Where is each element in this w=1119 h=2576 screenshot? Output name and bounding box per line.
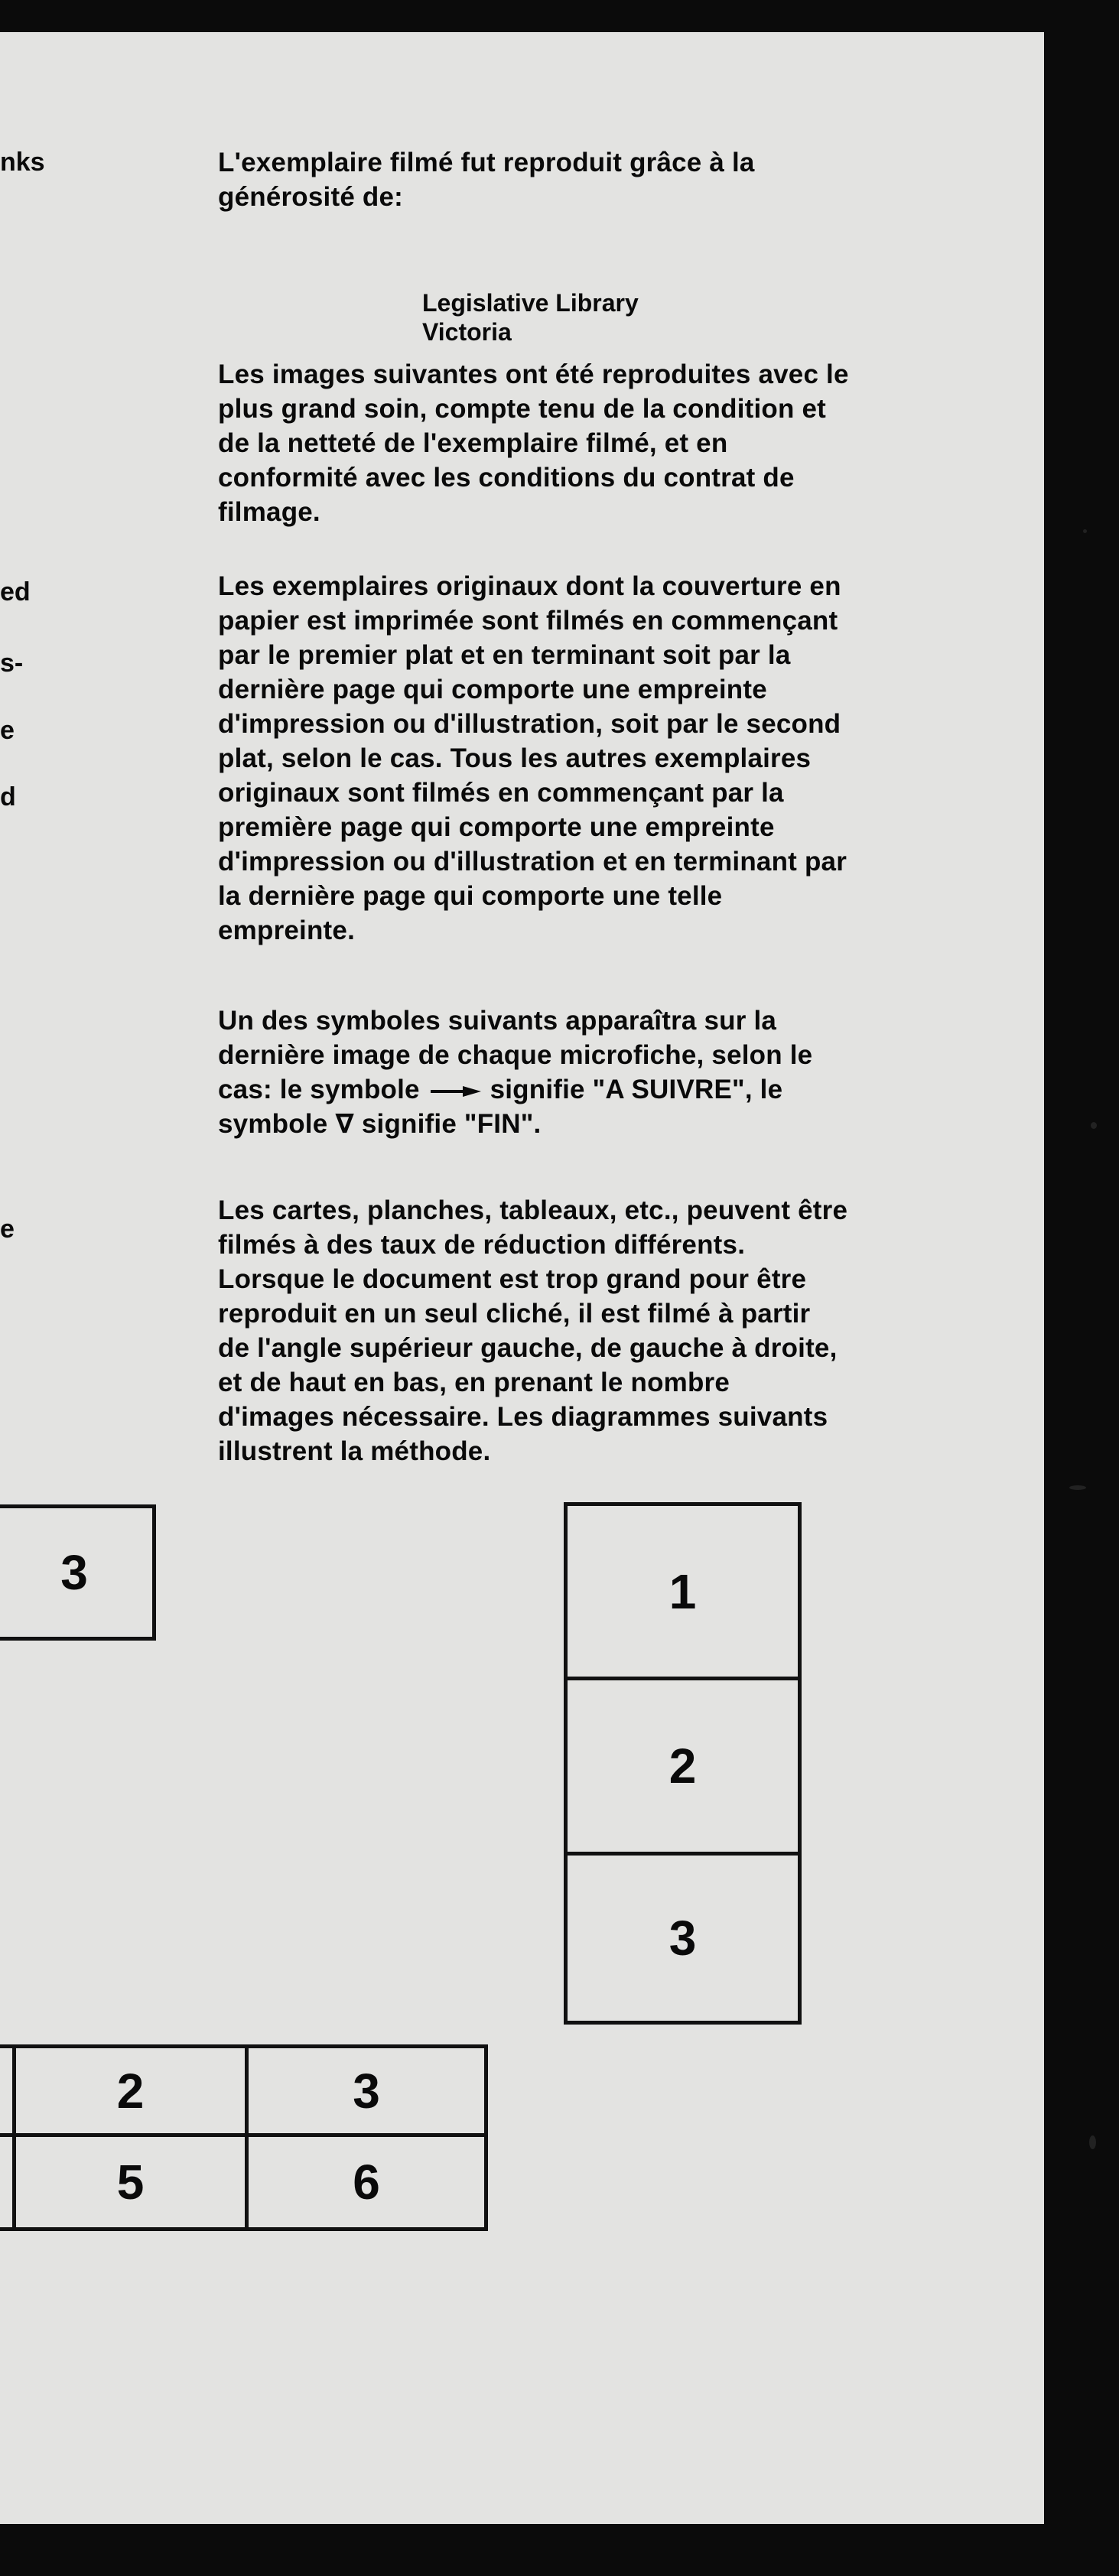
arrow-right-icon — [428, 1084, 483, 1099]
diagram-cell-label: 3 — [668, 1911, 697, 1966]
text-line: dernière page qui comporte une empreinte — [218, 675, 767, 704]
page-sheet — [0, 32, 1044, 2524]
scan-speck — [1091, 1122, 1097, 1129]
text-line: et de haut en bas, en prenant le nombre — [218, 1368, 730, 1397]
diagram-cell-label: 2 — [668, 1738, 697, 1794]
text-line: Les images suivantes ont été reproduites avec le — [218, 359, 849, 389]
paragraph-care — [218, 357, 991, 529]
left-fragment-1: nks — [0, 148, 45, 177]
text-line — [218, 1107, 991, 1141]
text-segment: signifie "A SUIVRE", le — [490, 1075, 783, 1104]
library-city: Victoria — [422, 318, 512, 346]
intro-text — [218, 145, 991, 214]
intro-line: L'exemplaire filmé fut reproduit grâce à la — [218, 148, 755, 177]
text-segment: signifie "FIN". — [361, 1109, 542, 1139]
row-diagram-box — [0, 1504, 156, 1641]
text-line — [218, 1072, 991, 1107]
paragraph-originals — [218, 569, 991, 948]
text-line: d'impression ou d'illustration, soit par le second — [218, 709, 841, 739]
text-line: dernière image de chaque microfiche, selon le — [218, 1040, 813, 1070]
paragraph-symbols — [218, 1003, 991, 1141]
left-fragment-4: e — [0, 716, 15, 745]
text-line: de la netteté de l'exemplaire filmé, et en — [218, 428, 728, 458]
left-fragment-3: s- — [0, 649, 24, 678]
nabla-icon: ∇ — [335, 1109, 354, 1139]
diagram-cell-label: 1 — [668, 1563, 697, 1619]
left-fragment-5: d — [0, 782, 16, 812]
left-fragment-2: ed — [0, 577, 31, 607]
text-line: reproduit en un seul cliché, il est filmé à partir — [218, 1299, 811, 1329]
text-line: d'impression ou d'illustration et en terminant par — [218, 847, 847, 877]
scan-speck — [1069, 1485, 1086, 1490]
grid-diagram — [0, 2044, 488, 2231]
text-segment: symbole — [218, 1109, 328, 1139]
library-name: Legislative Library — [422, 289, 639, 317]
text-line: Les cartes, planches, tableaux, etc., peuvent être — [218, 1195, 848, 1225]
scan-speck — [1089, 2135, 1096, 2149]
left-fragment-6: e — [0, 1215, 15, 1244]
diagram-cell-label: 2 — [116, 2063, 145, 2119]
paragraph-maps — [218, 1193, 991, 1469]
text-line: Les exemplaires originaux dont la couverture en — [218, 571, 841, 601]
diagram-cell-label: 6 — [353, 2155, 380, 2210]
column-diagram — [564, 1502, 802, 2025]
text-line: empreinte. — [218, 916, 355, 945]
intro-line: générosité de: — [218, 182, 404, 212]
diagram-cell-label: 3 — [353, 2063, 380, 2119]
diagram-cell-label: 5 — [116, 2155, 145, 2210]
text-line: la dernière page qui comporte une telle — [218, 881, 723, 911]
text-line: illustrent la méthode. — [218, 1436, 491, 1466]
scan-speck — [1083, 529, 1087, 533]
diagram-cell-label: 3 — [60, 1545, 88, 1600]
text-line: Lorsque le document est trop grand pour être — [218, 1264, 807, 1294]
text-line: filmage. — [218, 497, 320, 527]
text-line: par le premier plat et en terminant soit par la — [218, 640, 791, 670]
text-line: filmés à des taux de réduction différents. — [218, 1230, 746, 1260]
text-line: plat, selon le cas. Tous les autres exemplaires — [218, 743, 812, 773]
text-line: d'images nécessaire. Les diagrammes suivants — [218, 1402, 828, 1432]
text-line: papier est imprimée sont filmés en commençant — [218, 606, 838, 636]
text-line: plus grand soin, compte tenu de la condition et — [218, 394, 827, 424]
text-line: Un des symboles suivants apparaîtra sur la — [218, 1006, 777, 1036]
library-block — [422, 288, 639, 346]
text-line: première page qui comporte une empreinte — [218, 812, 775, 842]
text-line: conformité avec les conditions du contrat de — [218, 463, 795, 493]
text-segment: cas: le symbole — [218, 1075, 420, 1104]
text-line: de l'angle supérieur gauche, de gauche à droite, — [218, 1333, 838, 1363]
text-line: originaux sont filmés en commençant par la — [218, 778, 784, 808]
